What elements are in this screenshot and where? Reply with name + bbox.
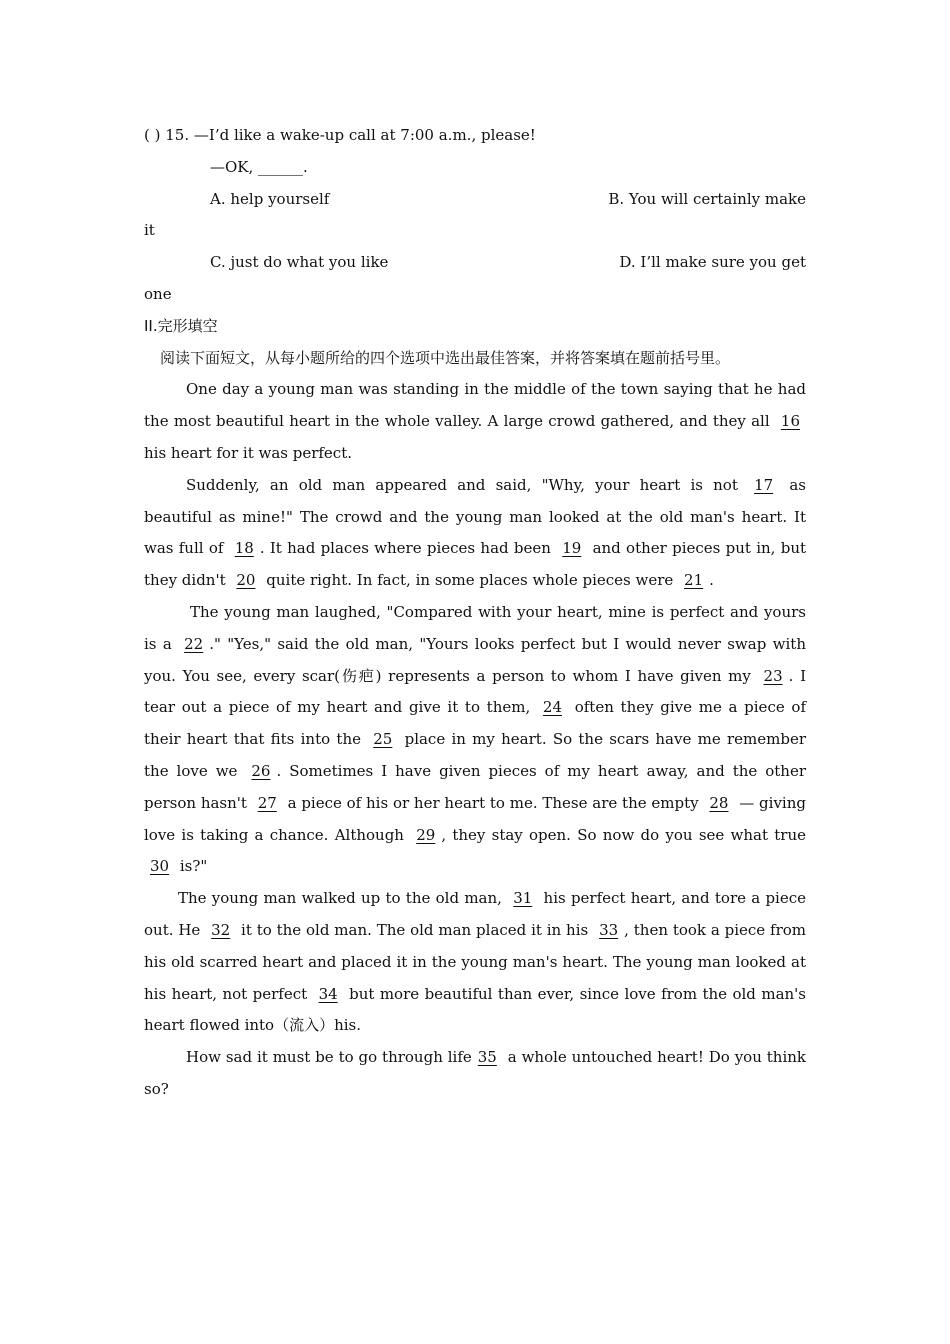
passage-text: . [709, 571, 714, 590]
blank-30: 30 [150, 857, 170, 876]
blank-22: 22 [184, 634, 204, 653]
blank-32: 32 [211, 920, 231, 939]
passage-text: How sad it must be to go through life [186, 1048, 472, 1067]
blank-28: 28 [709, 793, 729, 812]
option-c: C. just do what you like [210, 253, 389, 272]
option-a: A. help yourself [210, 189, 330, 208]
option-b: B. You will certainly make [608, 189, 806, 208]
passage-text: his perfect heart, and tore a piece out. He [144, 889, 807, 939]
question-15-reply: —OK, ______. [210, 157, 308, 176]
blank-16: 16 [780, 412, 800, 431]
passage-text: — giving love is taking a chance. Although [144, 793, 806, 844]
option-b-continued: it [144, 221, 155, 240]
blank-23: 23 [763, 666, 783, 685]
passage-text: . Sometimes I have given pieces of my heart away, and the other person hasn't [144, 761, 807, 812]
passage-text: One day a young man was standing in the middle of the town saying that he had the most beautiful heart in the whole valley. A large crowd gathered, and they all [144, 380, 806, 431]
passage-text: The young man laughed, "Compared with your heart, mine is perfect and yours is a [144, 602, 806, 653]
passage-text: as beautiful as mine!" The crowd and the young man looked at the old man's heart. It was full of [144, 475, 806, 558]
passage-text: and other pieces put in, but they didn't [144, 539, 807, 590]
blank-27: 27 [257, 793, 277, 812]
passage-text: a piece of his or her heart to me. These are the empty [282, 793, 704, 812]
passage-text: , then took a piece from his old scarred heart and placed it in the young man's heart. The young man looked at his heart, not perfect [144, 920, 806, 1003]
passage-text: , they stay open. So now do you see what true [441, 825, 806, 844]
passage-paragraph-1 [144, 374, 806, 469]
option-d: D. I’ll make sure you get [619, 253, 806, 272]
passage-text: The young man walked up to the old man, [178, 889, 508, 908]
document-content [144, 120, 806, 1106]
blank-34: 34 [318, 984, 338, 1003]
section-title: II.完形填空 [144, 316, 218, 335]
passage-text: ." "Yes," said the old man, "Yours looks perfect but I would never swap with you. You see, every scar(伤疤) represents a person to whom I have given my [144, 634, 806, 685]
blank-17: 17 [754, 475, 774, 494]
option-row-cd [144, 247, 806, 279]
passage-text: a whole untouched heart! Do you think so? [144, 1048, 806, 1098]
passage-text: it to the old man. The old man placed it in his [236, 920, 594, 939]
passage-text: his heart for it was perfect. [144, 443, 353, 462]
blank-21: 21 [684, 571, 704, 590]
blank-33: 33 [599, 920, 619, 939]
passage-paragraph-2 [144, 470, 806, 597]
blank-18: 18 [234, 539, 254, 558]
passage-text: often they give me a piece of their heart that fits into the [144, 698, 806, 749]
question-text: 15. —I’d like a wake-up call at 7:00 a.m., please! [165, 126, 536, 144]
passage-paragraph-3 [144, 597, 806, 883]
passage-text: but more beautiful than ever, since love from the old man's heart flowed into（流入）his. [144, 984, 806, 1035]
blank-25: 25 [373, 730, 393, 749]
blank-31: 31 [513, 889, 533, 908]
blank-35: 35 [477, 1048, 497, 1067]
answer-paren: ( ) [144, 126, 161, 144]
option-d-continued: one [144, 284, 172, 303]
blank-29: 29 [416, 825, 436, 844]
blank-24: 24 [542, 698, 563, 717]
passage-text: is?" [175, 857, 208, 876]
passage-paragraph-4 [144, 883, 806, 1042]
passage-text: quite right. In fact, in some places whole pieces were [261, 571, 679, 590]
blank-19: 19 [562, 539, 582, 558]
passage-text: . I tear out a piece of my heart and give it to them, [144, 666, 806, 717]
question-15-stem [144, 120, 806, 152]
section-instructions: 阅读下面短文，从每小题所给的四个选项中选出最佳答案，并将答案填在题前括号里。 [160, 348, 731, 367]
option-row-ab [144, 184, 806, 216]
passage-text: . It had places where pieces had been [259, 539, 557, 558]
passage-text: Suddenly, an old man appeared and said, "Why, your heart is not [186, 475, 749, 494]
blank-26: 26 [251, 761, 271, 780]
passage-text: place in my heart. So the scars have me remember the love we [144, 730, 806, 780]
blank-20: 20 [236, 571, 256, 590]
passage-paragraph-5 [144, 1042, 806, 1106]
